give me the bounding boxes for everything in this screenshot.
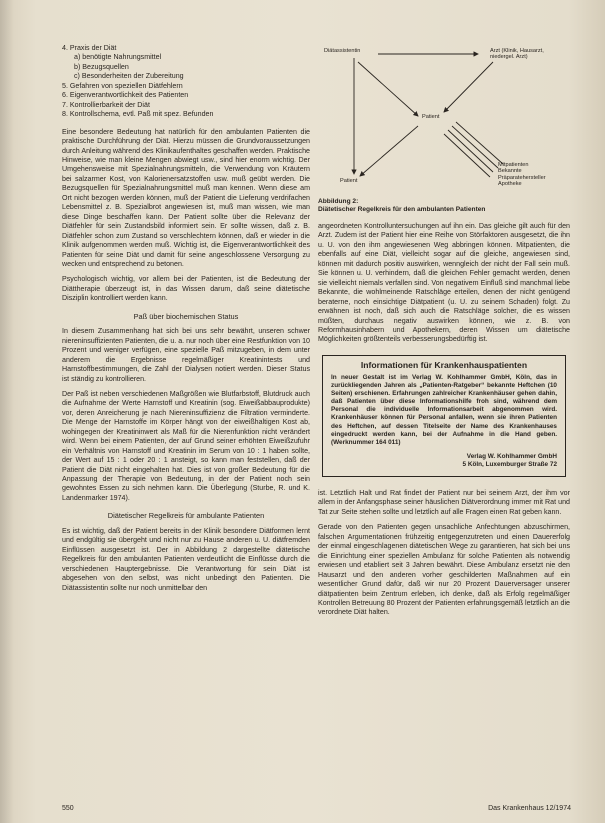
arrow-diag-br-1 xyxy=(448,130,493,172)
notice-box xyxy=(322,355,566,477)
body-paragraph: Der Paß ist neben verschiedenen Maßgrößen wie Blutfarbstoff, Blutdruck auch die Aufnahme der Werte Harnstoff und Kreatinin (sog. Eiweißabbauprodukte) vor, deren Anreicherung je nach Niereninsuffizienz die Filtration verminderte. Die Menge der Harnstoffe im Körper hängt von der eiweißhaltigen Kost ab, wohingegen der Kreatininwert als Maß für die Nierenfunktion nicht verändert wird. Wenn bei einem Patienten, der auf Grund seiner erhöhten Eiweißzufuhr ein Verhältnis von Harnstoff und Kreatinin im Serum von 10 : 1 haben sollte, der Wert auf 15 : 1 oder 20 : 1 ansteigt, so kann man feststellen, daß der Patient die Diät nicht eingehalten hat. Dies ist von großer Bedeutung für die Anpassung der Therapie von Bedeutung, in der der Patient noch sein gewohntes Essen zu sich nehmen kann. Die Überlegung (Sturbe, R. und K. Landenmarker 1974). xyxy=(62,389,310,502)
arrow-diag-bl xyxy=(360,126,418,176)
regelkreis-diagram xyxy=(318,44,570,194)
list-item: 6. Eigenverantwortlichkeit des Patienten xyxy=(62,91,189,100)
diagram-label-diaetassistentin: Diätassistentin xyxy=(324,48,361,54)
list-item: 7. Kontrollierbarkeit der Diät xyxy=(62,100,150,109)
body-paragraph: Eine besondere Bedeutung hat natürlich für den ambulanten Patienten die praktische Durchführung der Diät. Hierzu müssen die Grundvoraussetzungen durch Anleitung während des Klinikaufenthaltes geschaffen werden. Praktische Hinweise, wie man kleine Mengen abwiegt usw., sind hier enorm wichtig. Der Umgehensweise mit Spezialnahrungsmitteln, die Verwendung von Kräutern bei salzarmer Kost, von Kalorienersatzstoffen usw. muß geübt werden. Die Bezugsquellen für Spezialnahrungsmittel muß man kennen. Wenn diese am Ort nicht bezogen werden können, muß der Patient die Lieferung verdrifachen Lebensmittel z. B. Spezialbrot angewiesen ist, muß man wissen, wie man diese Dinge beschaffen kann. Der Patient sollte über die Relevanz der Diätfehler für sein Zustandsbild informiert sein. Er sollte wissen, daß z. B. Diätfehler schon zum Zustand so verschlechtern können, daß er wieder in die Klinik aufgenommen werden muß. Wichtig ist, die Eigenverantwortlichkeit des Patienten für seine Diät und damit für seine angeschlossene Versorgung zu wecken und entsprechend zu betonen. xyxy=(62,127,310,268)
body-paragraph: In diesem Zusammenhang hat sich bei uns sehr bewährt, unseren schwer niereninsuffizienten Patienten, die u. a. nur noch über eine Restfunktion von 10 Prozent und weniger verfügen, eine spezielle Paß mitzugeben, in dem unter anderem die Ergebnisse regelmäßiger Kreatinintests und Harnstoffbestimmungen, die Zahl der Dialysen notiert werden. Dieser Status ist ständig zu kontrollieren. xyxy=(62,327,310,383)
diagram-label-patient-bottom: Patient xyxy=(340,178,358,184)
diagram-label-influences: Mitpatienten Bekannte Präparatehersteller Apotheke xyxy=(498,162,546,188)
list-item: 5. Gefahren von speziellen Diätfehlern xyxy=(62,81,183,90)
list-item: 4. Praxis der Diät xyxy=(62,44,117,52)
body-paragraph: Gerade von den Patienten gegen unsachliche Anfechtungen abzuschirmen, falschen Argumentationen frühzeitig entgegenzutreten und einen Dauererfolg der einmal eingeschlagenen diätetischen Wege zu garantieren, hat sich bei uns die Einrichtung einer speziellen Ambulanz für solche Patienten als notwendig erwiesen und etabliert seit 3 Jahren bewährt. Diese Ambulanz ersetzt nie den Hausarzt und den anderen vorher geschilderten Maßnahmen auf ein wesentlicher Grund dafür, daß wir nur 20 Prozent Dauerversager unserer diätpatienten beim Zentrum erleben, ich denke, daß als Erfolg regelmäßiger Kontrollen Betreuung 80 Prozent der Patienten erfahrungsgemäß letztlich an die verordnete Diät halten. xyxy=(318,523,570,617)
arrow-diag-tr xyxy=(444,62,493,112)
body-paragraph: angeordneten Kontrolluntersuchungen auf ihn ein. Das gleiche gilt auch für den Arzt. Zudem ist der Patient hier eine Reihe von Störfaktoren ausgesetzt, die ihn u. U. von den ihm angewiesenen Weg abbringen können. Mitpatienten, die ebenfalls auf eine Diät, vielleicht sogar auf die gleiche, angewiesen sind, können mit dadurch positiv auswirken, wenngleich der nicht der Fall sein muß. Sie können u. U. verhindern, daß die gleichen Fehler gemacht werden, denen sie vielleicht niemals verfallen sind. Von negativem Einfluß sind manchmal liebe Bekannte, die wohlmeinende Ratschläge erteilen, denen der nicht genügend beraterne, noch einsichtige Diätpatient (u. U. zu seinem Schaden) folgt. Zu erwähnen ist noch, daß sich auch die Ratschläge solcher, die es wissen müßten, durchaus negativ auswirken können, wie z. B. von Reformhausinhabern und Apothekern, deren Wissen um diätetische Möglichkeiten größtenteils verbesserungsbedürftig ist. xyxy=(318,222,570,344)
list-item: a) benötigte Nahrungsmittel xyxy=(74,53,162,62)
list-item: 8. Kontrollschema, evtl. Paß mit spez. Befunden xyxy=(62,110,214,119)
list-item: b) Bezugsquellen xyxy=(74,62,129,71)
arrow-diag-br-3 xyxy=(456,122,503,164)
body-paragraph: Psychologisch wichtig, vor allem bei der Patienten, ist die Bedeutung der Diättherapie überzeugt ist, in das Wissen darum, daß seine diätetische Disziplin kontrolliert werden kann. xyxy=(62,275,310,303)
section-heading: Paß über biochemischen Status xyxy=(133,311,239,321)
notice-title: Informationen für Krankenhauspatienten xyxy=(360,359,528,370)
notice-text: In neuer Gestalt ist im Verlag W. Kohlhammer GmbH, Köln, das in zurückliegenden Jahren als „Patienten-Ratgeber“ bekannte Heftchen (10 Seiten) erschienen. Erfahrungen zahlreicher Krankenhäuser gehen dahin, daß Patienten über diese Informationshilfe froh sind, während dem Personal die individuelle Informationsarbeit abgenommen wird. Krankenhäuser können für Personal anfallen, wenn sie ihren Patienten des Heftchen, auf dessen Titelseite der Name des Krankenhauses eingedruckt werden kann, bei der Aufnahme in die Hand geben. (Werknummer 164 011) xyxy=(331,373,557,446)
body-paragraph: ist. Letztlich Halt und Rat findet der Patient nur bei seinem Arzt, der ihm vor allem in der Anfangsphase seiner häuslichen Diätverordnung immer mit Rat und Tat zur Seite stehen sollte und letztlich auf alle Fragen einen Rat geben kann. xyxy=(318,489,570,516)
left-column xyxy=(62,44,310,599)
page-number: 550 xyxy=(62,805,74,812)
section-heading: Diätetischer Regelkreis für ambulante Patienten xyxy=(107,511,265,521)
arrow-diag-br-2 xyxy=(452,126,498,168)
caption-line: Abbildung 2: xyxy=(318,198,359,205)
figure-caption xyxy=(318,198,570,214)
right-column xyxy=(318,44,570,624)
caption-line: Diätetischer Regelkreis für den ambulanten Patienten xyxy=(318,206,486,213)
diagram-label-patient-center: Patient xyxy=(422,114,440,120)
arrow-diag-br-4 xyxy=(444,134,490,177)
list-item: c) Besonderheiten der Zubereitung xyxy=(74,72,184,81)
journal-footer: Das Krankenhaus 12/1974 xyxy=(488,805,571,812)
page-gutter-shadow xyxy=(0,0,14,823)
publisher-address: 5 Köln, Luxemburger Straße 72 xyxy=(462,461,557,469)
body-paragraph: Es ist wichtig, daß der Patient bereits in der Klinik besondere Diätformen lernt und endgültig sie übergeht und nicht nur zu Hause anderen u. U. diätfremden Einflüssen ausgesetzt ist. Der in Abbildung 2 dargestellte diätetische Regelkreis für den ambulanten Patienten verdeutlicht die Einflüsse durch die verschiedenen Hauptergebnisse. Die Verantwortung für sein Diät ist abgesehen von den selbst, was nicht unbedingt den Patienten. Die Diätassistentin sollte nur noch unmittelbar den xyxy=(62,526,310,592)
notice-publisher xyxy=(331,453,557,470)
numbered-list xyxy=(62,44,310,120)
diagram-label-arzt: Arzt (Klinik, Hausarzt, niedergel. Arzt) xyxy=(490,48,544,61)
publisher-name: Verlag W. Kohlhammer GmbH xyxy=(466,452,557,460)
arrow-diag-tl xyxy=(358,62,418,116)
